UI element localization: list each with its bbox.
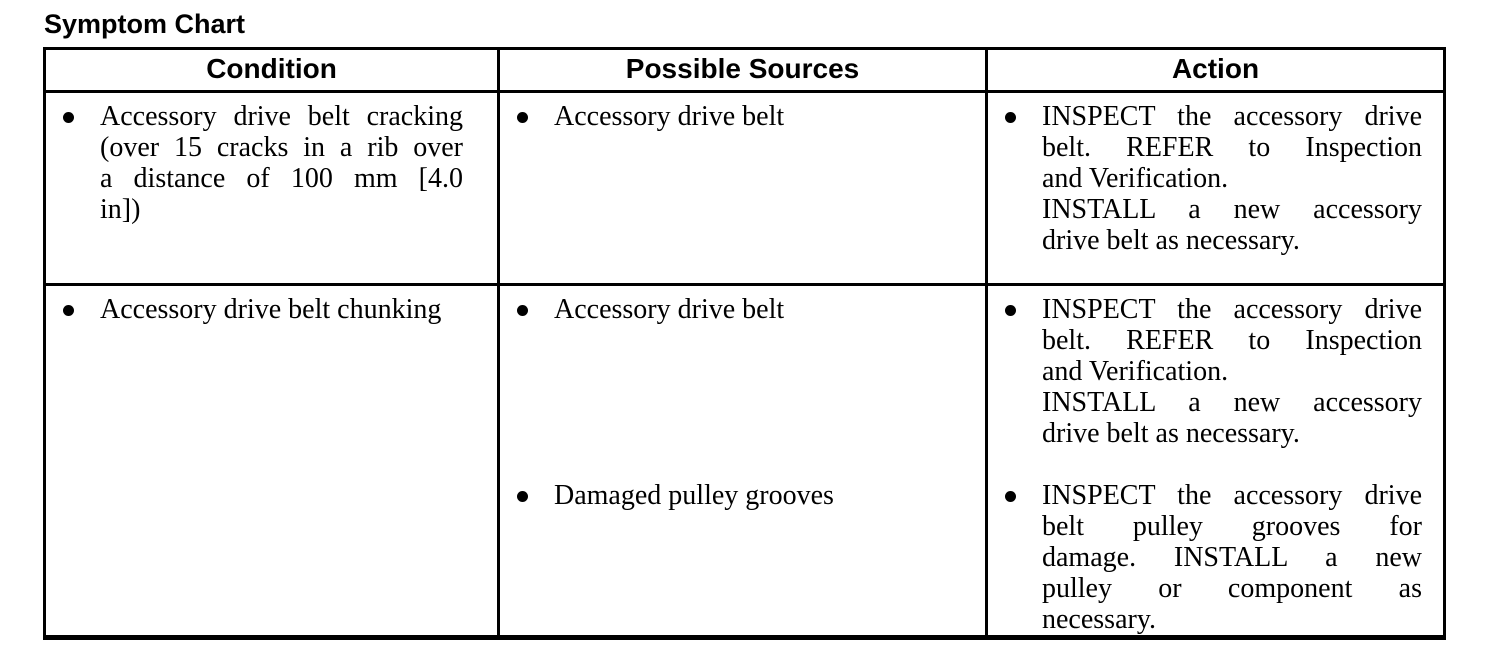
text-line: belt pulley grooves for — [1042, 510, 1422, 542]
text-line: pulley or component as — [1042, 572, 1422, 604]
bullet-icon — [988, 480, 1042, 502]
paragraph — [554, 101, 965, 132]
text-line: belt. REFER to Inspection — [1042, 325, 1422, 356]
text-line: INSPECT the accessory drive — [1042, 101, 1422, 132]
paragraph — [100, 101, 463, 225]
table-row — [45, 285, 1445, 472]
paragraph — [1042, 480, 1422, 635]
text-line: and Verification. — [1042, 356, 1229, 387]
text-line: necessary. — [1042, 603, 1157, 635]
text-line: INSTALL a new accessory — [1042, 387, 1422, 418]
bullet-icon — [988, 101, 1042, 123]
paragraph — [100, 294, 463, 325]
header-condition: Condition — [45, 49, 499, 92]
source-cell — [499, 285, 987, 472]
text-line: (over 15 cracks in a rib over — [100, 132, 463, 163]
action-cell — [987, 472, 1445, 638]
source-text — [554, 294, 985, 325]
condition-text — [100, 294, 497, 325]
text-line: Accessory drive belt chunking — [100, 294, 442, 325]
list-item — [988, 294, 1443, 449]
text-line: Damaged pulley grooves — [554, 479, 834, 511]
bullet-icon — [500, 101, 554, 123]
action-text — [1042, 480, 1443, 635]
action-cell — [987, 92, 1445, 285]
action-cell — [987, 285, 1445, 472]
table-header-row — [45, 49, 1445, 92]
list-item — [46, 294, 497, 325]
header-possible-sources: Possible Sources — [499, 49, 987, 92]
paragraph — [554, 480, 965, 511]
document-page — [0, 9, 1504, 660]
text-line: Accessory drive belt cracking — [100, 101, 463, 132]
text-line: in]) — [100, 194, 141, 225]
bullet-icon — [988, 294, 1042, 316]
text-line: and Verification. — [1042, 163, 1229, 194]
text-line: INSPECT the accessory drive — [1042, 479, 1422, 511]
condition-cell — [45, 285, 499, 638]
text-line: INSPECT the accessory drive — [1042, 294, 1422, 325]
source-text — [554, 101, 985, 132]
paragraph — [1042, 194, 1422, 256]
bullet-icon — [500, 480, 554, 502]
source-text — [554, 480, 985, 511]
text-line: INSTALL a new accessory — [1042, 194, 1422, 225]
source-cell — [499, 92, 987, 285]
text-line: a distance of 100 mm [4.0 — [100, 163, 463, 194]
list-item — [988, 480, 1443, 635]
list-item — [500, 101, 985, 132]
paragraph — [554, 294, 965, 325]
text-line: belt. REFER to Inspection — [1042, 132, 1422, 163]
condition-cell — [45, 92, 499, 285]
text-line: Accessory drive belt — [554, 294, 785, 325]
table-row — [45, 92, 1445, 285]
action-text — [1042, 294, 1443, 449]
list-item — [500, 294, 985, 325]
header-action: Action — [987, 49, 1445, 92]
bullet-icon — [500, 294, 554, 316]
action-text — [1042, 101, 1443, 256]
bullet-icon — [46, 294, 100, 316]
list-item — [500, 480, 985, 511]
list-item — [988, 101, 1443, 256]
text-line: drive belt as necessary. — [1042, 418, 1300, 449]
paragraph — [1042, 101, 1422, 194]
paragraph — [1042, 387, 1422, 449]
text-line: Accessory drive belt — [554, 101, 785, 132]
symptom-chart-table — [43, 47, 1446, 640]
paragraph — [1042, 294, 1422, 387]
page-title: Symptom Chart — [44, 9, 246, 39]
list-item — [46, 101, 497, 225]
text-line: damage. INSTALL a new — [1042, 541, 1422, 573]
bullet-icon — [46, 101, 100, 123]
condition-text — [100, 101, 497, 225]
source-cell — [499, 472, 987, 638]
text-line: drive belt as necessary. — [1042, 225, 1300, 256]
